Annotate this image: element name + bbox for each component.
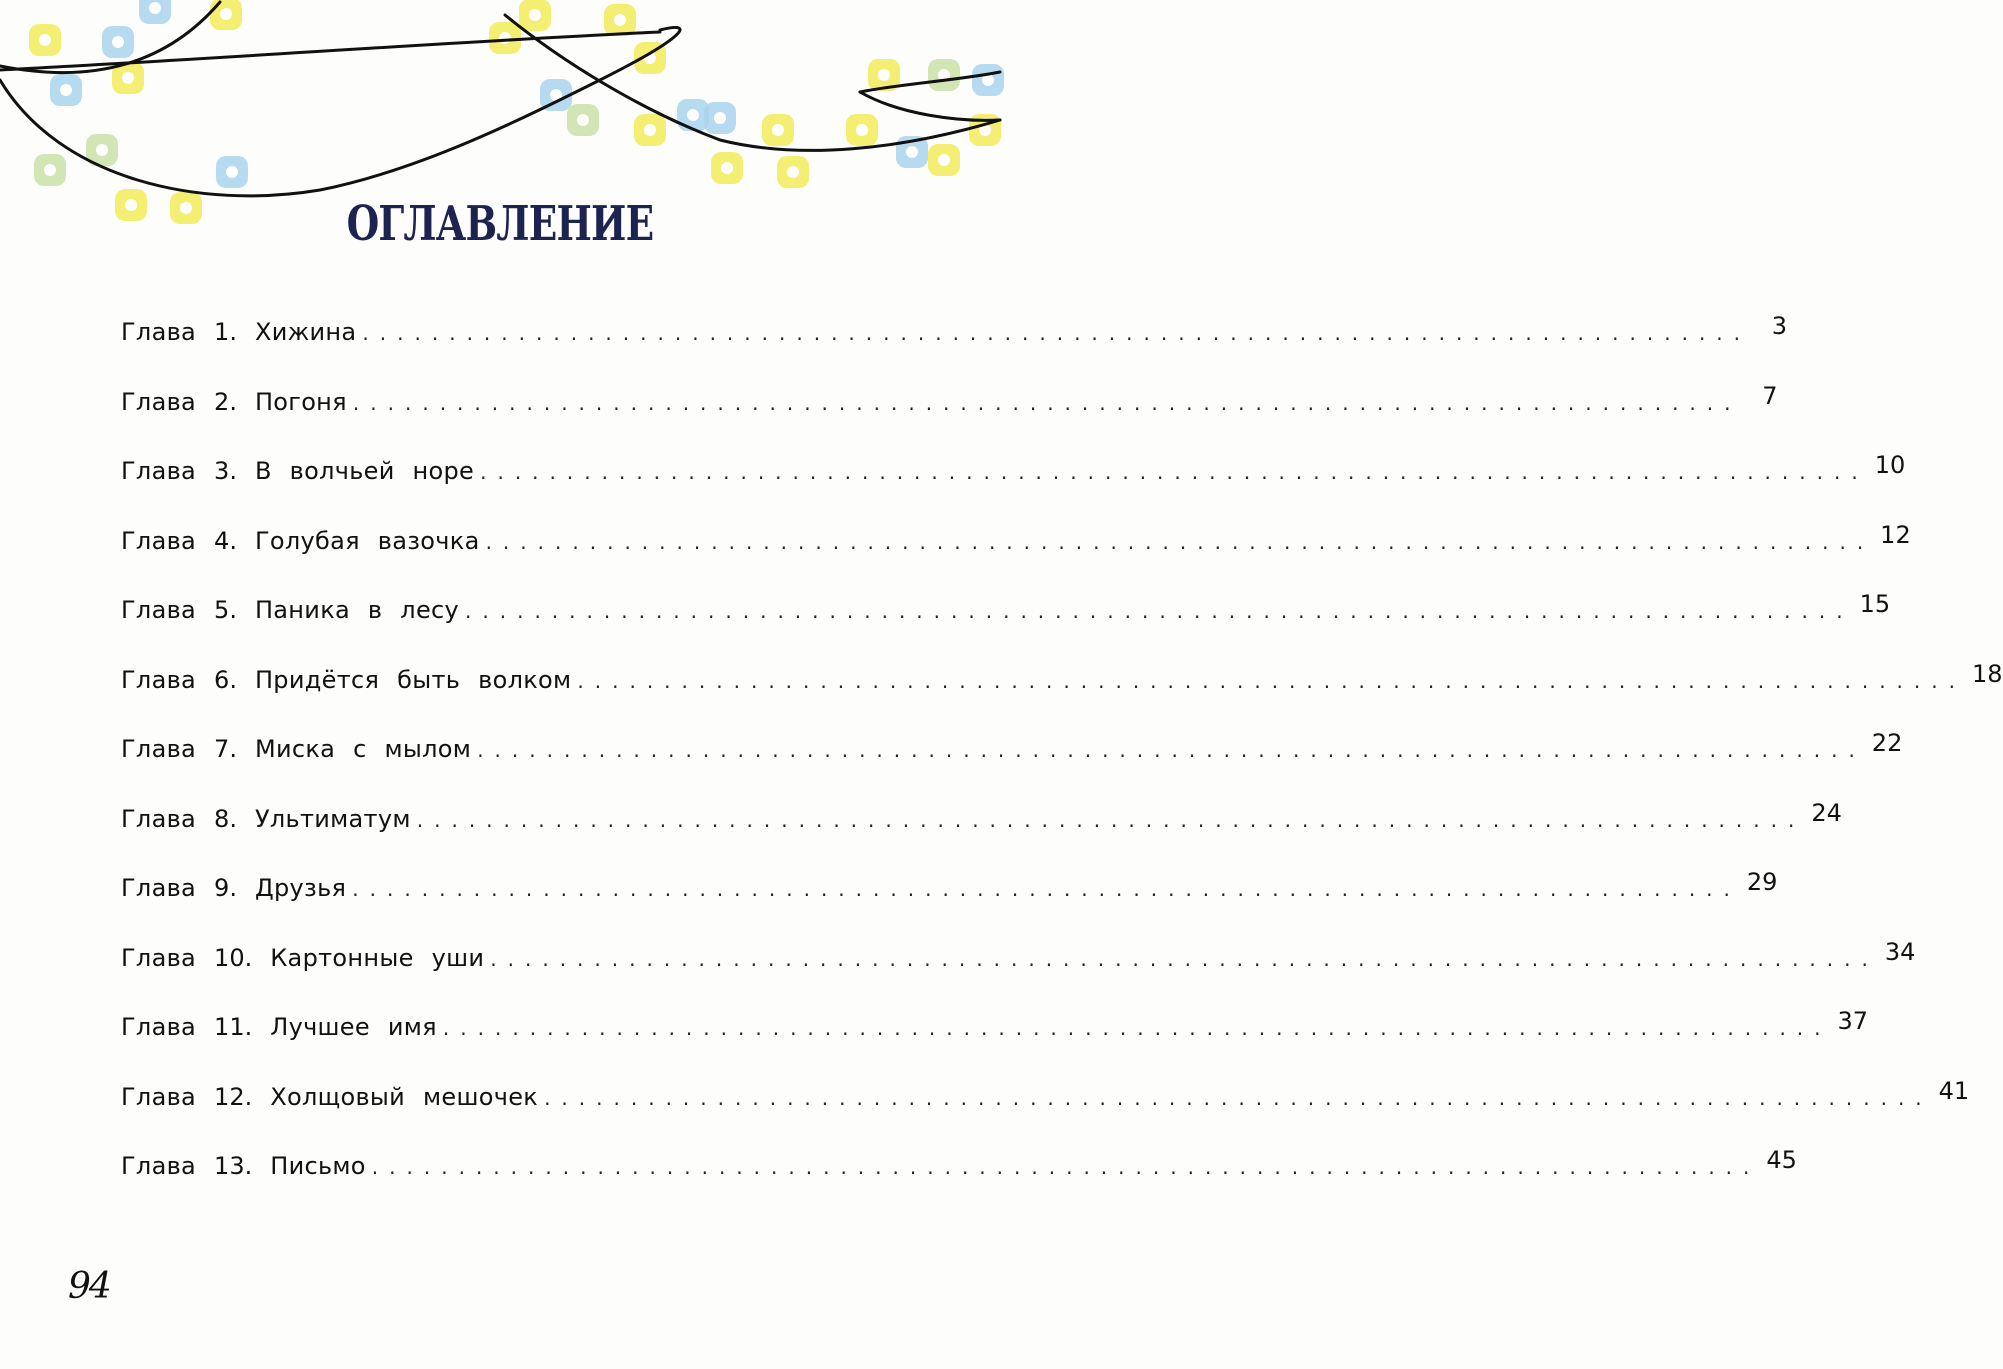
toc-entry <box>121 312 1788 388</box>
chapter-word: Глава <box>121 318 197 346</box>
toc-entry <box>121 868 1778 944</box>
garland-light-center <box>577 114 589 126</box>
page-title: ОГЛАВЛЕНИЕ <box>346 196 654 252</box>
chapter-word: Глава <box>121 526 197 555</box>
garland-light-center <box>220 8 232 20</box>
garland-light-center <box>938 154 950 166</box>
chapter-number: 7. <box>214 735 237 763</box>
garland-light-center <box>687 109 699 121</box>
chapter-title: Погоня <box>254 387 347 416</box>
garland-light-center <box>878 69 890 81</box>
garland-light-center <box>529 9 541 21</box>
chapter-page: 7 <box>1762 381 1778 410</box>
garland-light-center <box>112 36 124 48</box>
chapter-title: Миска с мылом <box>254 735 472 763</box>
dot-leader: ................................................................................ <box>477 738 1866 762</box>
toc-entry <box>121 798 1842 875</box>
toc-entry <box>121 381 1778 458</box>
chapter-word: Глава <box>121 735 197 763</box>
garland-light-center <box>122 72 134 84</box>
dot-leader: ................................................................................ <box>362 321 1752 345</box>
chapter-title: Придётся быть волком <box>254 665 572 694</box>
dot-leader: ................................................................................ <box>465 599 1854 623</box>
toc-entry <box>121 520 1911 597</box>
chapter-number: 4. <box>214 526 237 555</box>
chapter-page: 3 <box>1771 312 1788 340</box>
chapter-number: 3. <box>214 457 237 485</box>
dot-leader: ................................................................................ <box>577 668 1966 693</box>
toc-entry <box>121 729 1903 805</box>
dot-leader: ................................................................................ <box>442 1016 1832 1040</box>
dot-leader: ................................................................................ <box>352 390 1742 415</box>
dot-leader: ................................................................................ <box>544 1085 1933 1110</box>
chapter-page: 12 <box>1880 520 1911 549</box>
chapter-page: 45 <box>1766 1146 1797 1174</box>
dot-leader: ................................................................................ <box>480 460 1869 484</box>
garland-light-center <box>714 112 726 124</box>
chapter-number: 8. <box>214 804 237 833</box>
chapter-word: Глава <box>121 665 197 694</box>
dot-leader: ................................................................................ <box>485 529 1875 554</box>
chapter-title: Картонные уши <box>270 943 485 972</box>
chapter-word: Глава <box>121 943 197 972</box>
chapter-number: 2. <box>214 387 237 416</box>
toc-entry <box>121 590 1891 666</box>
chapter-page: 22 <box>1871 729 1903 757</box>
chapter-page: 10 <box>1874 451 1906 479</box>
garland-light-center <box>44 164 56 176</box>
chapter-word: Глава <box>121 457 197 485</box>
dot-leader: ................................................................................ <box>490 946 1879 971</box>
dot-leader: ................................................................................ <box>416 807 1806 832</box>
chapter-title: Голубая вазочка <box>254 526 480 555</box>
chapter-word: Глава <box>121 387 197 416</box>
garland-light-center <box>39 34 51 46</box>
garland-light-center <box>906 146 918 158</box>
chapter-page: 29 <box>1746 868 1778 896</box>
chapter-word: Глава <box>121 1152 197 1180</box>
garland-light-center <box>226 166 238 178</box>
chapter-title: Хижина <box>254 318 357 346</box>
chapter-title: Друзья <box>254 874 347 902</box>
dot-leader: ................................................................................ <box>352 877 1741 901</box>
chapter-word: Глава <box>121 1082 197 1111</box>
chapter-word: Глава <box>121 596 197 624</box>
chapter-title: Паника в лесу <box>254 596 460 624</box>
garland-light-center <box>787 166 799 178</box>
chapter-number: 11. <box>214 1013 253 1041</box>
chapter-page: 41 <box>1938 1076 1970 1105</box>
chapter-title: Письмо <box>270 1152 366 1180</box>
chapter-word: Глава <box>121 874 197 902</box>
garland-light-center <box>856 124 868 136</box>
chapter-word: Глава <box>121 804 197 833</box>
chapter-title: В волчьей норе <box>254 457 475 485</box>
chapter-page: 34 <box>1884 937 1916 966</box>
chapter-page: 37 <box>1837 1007 1869 1035</box>
chapter-number: 1. <box>214 318 237 346</box>
toc-entry <box>121 451 1906 527</box>
toc-entry <box>121 659 2003 736</box>
chapter-number: 5. <box>214 596 237 624</box>
chapter-page: 24 <box>1811 798 1842 827</box>
chapter-page: 18 <box>1971 659 2003 688</box>
chapter-page: 15 <box>1859 590 1891 618</box>
chapter-number: 6. <box>214 665 237 694</box>
chapter-number: 9. <box>214 874 237 902</box>
chapter-number: 10. <box>214 943 253 972</box>
dot-leader: ................................................................................ <box>371 1155 1761 1179</box>
chapter-title: Холщовый мешочек <box>270 1082 539 1111</box>
toc-entry <box>121 937 1916 1014</box>
chapter-word: Глава <box>121 1013 197 1041</box>
table-of-contents <box>121 312 2003 1222</box>
garland-light-center <box>721 162 733 174</box>
garland-light-center <box>772 124 784 136</box>
garland-light-center <box>644 124 656 136</box>
toc-entry <box>121 1146 1797 1222</box>
toc-entry <box>121 1076 1970 1153</box>
garland-light-center <box>60 84 72 96</box>
garland-light-center <box>499 32 511 44</box>
chapter-number: 13. <box>214 1152 253 1180</box>
garland-light-center <box>96 144 108 156</box>
page-number: 94 <box>68 1266 110 1307</box>
garland-light-center <box>149 2 161 14</box>
toc-entry <box>121 1007 1869 1083</box>
garland-light-center <box>614 14 626 26</box>
chapter-title: Лучшее имя <box>270 1013 437 1041</box>
chapter-number: 12. <box>214 1082 253 1111</box>
chapter-title: Ультиматум <box>254 804 411 833</box>
